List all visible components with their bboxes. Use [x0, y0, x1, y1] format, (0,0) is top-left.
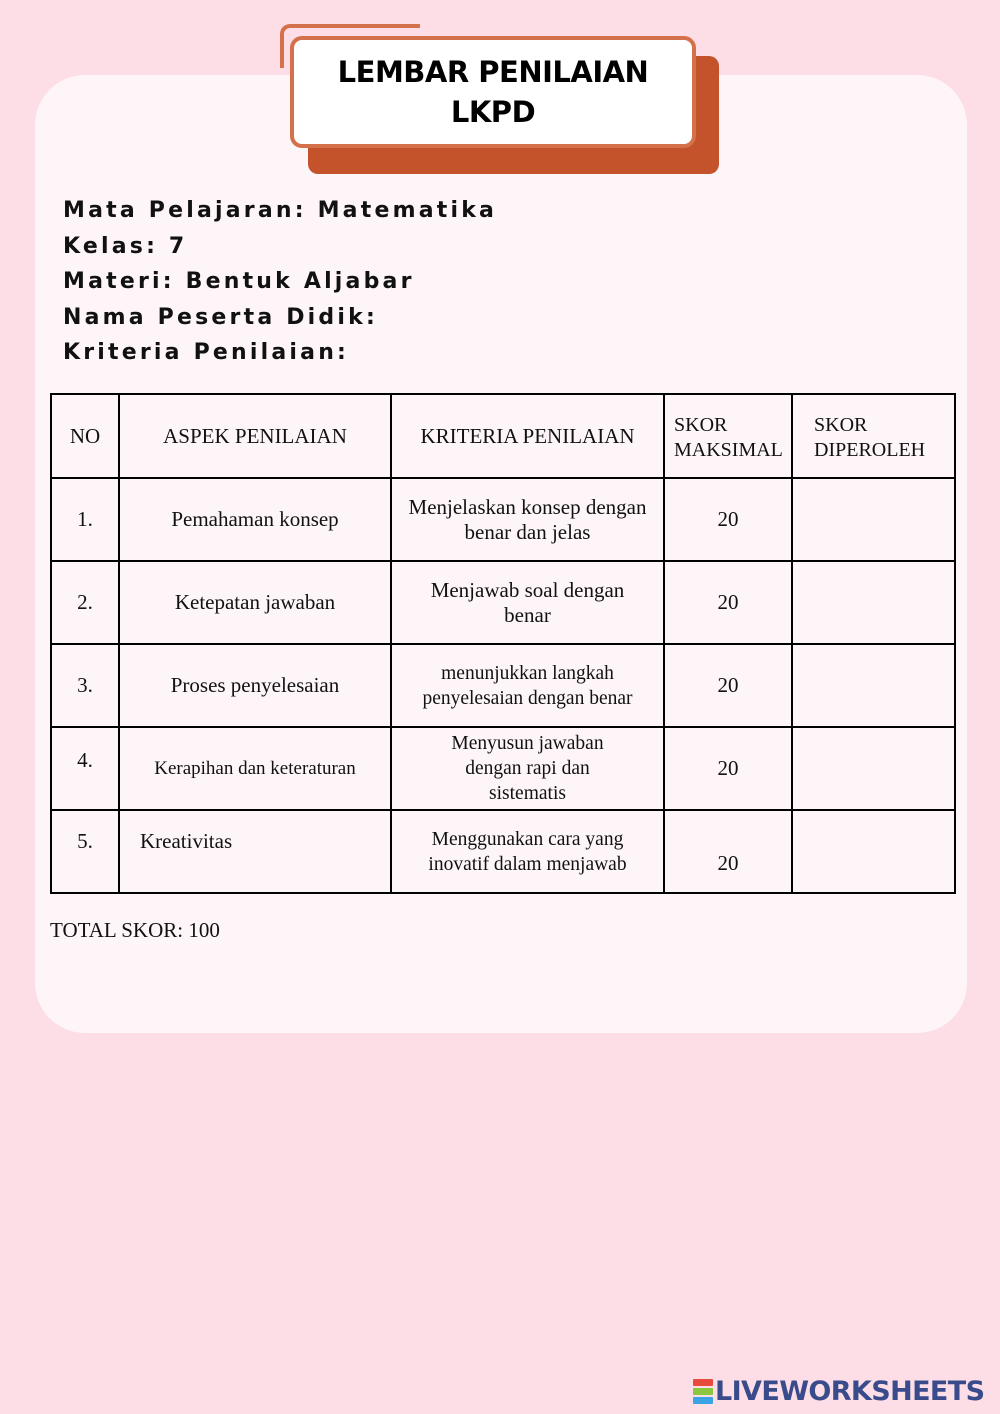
row-obtained-score-field[interactable]: [792, 644, 955, 727]
table-row: [51, 727, 955, 810]
row-no: 3.: [51, 644, 119, 727]
student-name-label: Nama Peserta Didik:: [63, 304, 378, 330]
row-obtained-score-field[interactable]: [792, 810, 955, 893]
header-got-line1: SKOR: [814, 414, 868, 436]
logo-text: LIVEWORKSHEETS: [715, 1375, 985, 1407]
title-banner: [280, 24, 720, 176]
criteria-label: Kriteria Penilaian:: [63, 340, 350, 365]
row-obtained-score-field[interactable]: [792, 561, 955, 644]
total-score: TOTAL SKOR: 100: [50, 918, 220, 942]
row-criteria: Menggunakan cara yang inovatif dalam menjawab: [391, 810, 664, 893]
row-criteria: Menyusun jawaban dengan rapi dan sistematis: [391, 727, 664, 810]
row-obtained-score-field[interactable]: [792, 478, 955, 561]
table-row: [51, 478, 955, 561]
header-criteria: KRITERIA PENILAIAN: [391, 394, 664, 478]
table-row: [51, 810, 955, 893]
row-no: 1.: [51, 478, 119, 561]
row-aspect: Ketepatan jawaban: [119, 561, 391, 644]
header-max-line1: SKOR: [674, 414, 728, 436]
row-max-score: 20: [664, 727, 792, 810]
row-aspect: Pemahaman konsep: [119, 478, 391, 561]
liveworksheets-icon: [693, 1378, 713, 1405]
row-max-score: 20: [664, 478, 792, 561]
row-max-score: 20: [664, 810, 792, 893]
logo-bar-green: [693, 1388, 713, 1395]
header-max-score: [664, 394, 792, 478]
row-aspect: Proses penyelesaian: [119, 644, 391, 727]
row-no: 2.: [51, 561, 119, 644]
row-aspect: Kerapihan dan keteraturan: [119, 727, 391, 810]
header-got-line2: DIPEROLEH: [814, 439, 926, 461]
class-label: Kelas: 7: [63, 233, 188, 259]
table-header-row: [51, 394, 955, 478]
row-max-score: 20: [664, 644, 792, 727]
row-no: 4.: [51, 727, 119, 810]
title-line-1: LEMBAR PENILAIAN: [337, 55, 649, 89]
row-criteria: Menjawab soal dengan benar: [391, 561, 664, 644]
header-no: NO: [51, 394, 119, 478]
row-obtained-score-field[interactable]: [792, 727, 955, 810]
header-max-line2: MAKSIMAL: [674, 439, 783, 461]
table-row: [51, 561, 955, 644]
topic-label: Materi: Bentuk Aljabar: [63, 269, 415, 294]
title-line-2: LKPD: [450, 95, 536, 129]
table-row: [51, 644, 955, 727]
liveworksheets-logo: [693, 1374, 984, 1408]
subject-label: Mata Pelajaran: Matematika: [63, 198, 498, 223]
header-obtained-score: [792, 394, 955, 478]
row-max-score: 20: [664, 561, 792, 644]
logo-bar-red: [693, 1379, 713, 1386]
header-aspect: ASPEK PENILAIAN: [119, 394, 391, 478]
row-criteria: Menjelaskan konsep dengan benar dan jelas: [391, 478, 664, 561]
row-aspect: Kreativitas: [119, 810, 391, 893]
row-criteria: menunjukkan langkah penyelesaian dengan benar: [391, 644, 664, 727]
row-no: 5.: [51, 810, 119, 893]
meta-info: [63, 193, 497, 371]
logo-bar-blue: [693, 1397, 713, 1404]
title-box: [290, 36, 696, 148]
assessment-table: [50, 393, 956, 894]
